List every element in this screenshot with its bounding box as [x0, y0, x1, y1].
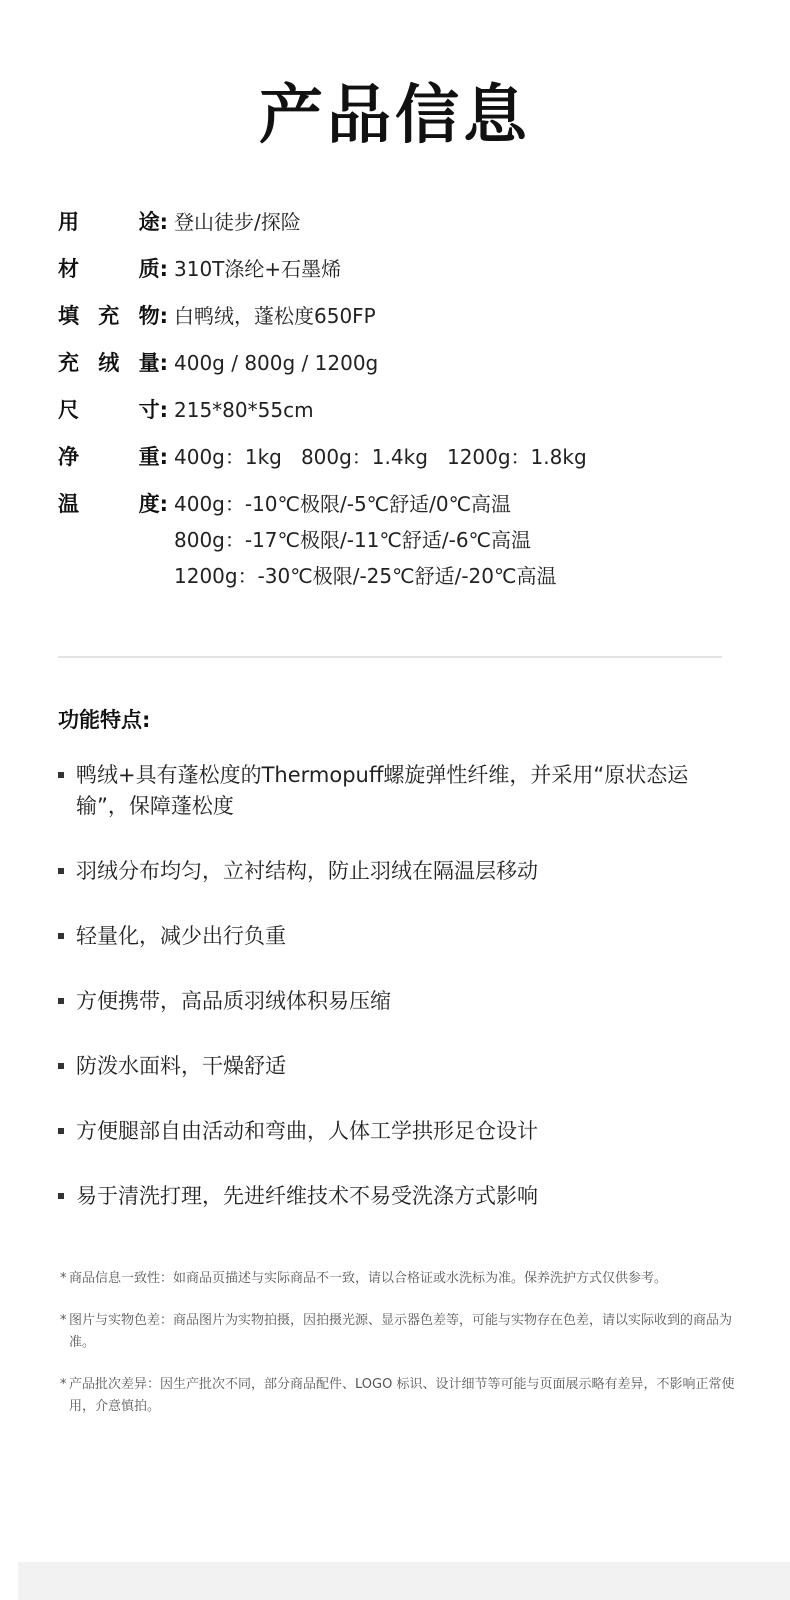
- spec-row-filling: [58, 298, 738, 345]
- spec-row-size: [58, 392, 738, 439]
- square-bullet-icon: [58, 868, 64, 874]
- spec-value: [168, 392, 314, 428]
- spec-value-line: 310T涤纶+石墨烯: [174, 257, 342, 281]
- spec-list: [58, 204, 738, 594]
- square-bullet-icon: [58, 1193, 64, 1199]
- feature-text: 鸭绒+具有蓬松度的Thermopuff螺旋弹性纤维，并采用“原状态运输”，保障蓬松度: [76, 763, 689, 818]
- spec-label-char: 质:: [138, 257, 168, 281]
- spec-label-char: 净: [58, 445, 79, 469]
- list-item: [58, 921, 730, 952]
- spec-label: [58, 486, 168, 522]
- spec-value: [168, 439, 587, 475]
- spec-label: [58, 439, 168, 475]
- spec-label-char: 途:: [138, 210, 168, 234]
- note-text: 商品信息一致性：如商品页描述与实际商品不一致，请以合格证或水洗标为准。保养洗护方式仅供参考。: [69, 1271, 668, 1286]
- asterisk-icon: *: [60, 1271, 67, 1286]
- spec-value: [168, 486, 556, 594]
- feature-list: [58, 760, 730, 1246]
- spec-value-line: 400g：1kg 800g：1.4kg 1200g：1.8kg: [174, 445, 587, 469]
- spec-label-char: 物:: [138, 304, 168, 328]
- bottom-band: [18, 1562, 790, 1600]
- spec-label: [58, 298, 168, 334]
- spec-value: [168, 345, 378, 381]
- spec-label: [58, 204, 168, 240]
- spec-value: [168, 204, 301, 240]
- square-bullet-icon: [58, 1063, 64, 1069]
- feature-text: 羽绒分布均匀，立衬结构，防止羽绒在隔温层移动: [76, 859, 538, 883]
- spec-label-char: 充: [58, 351, 79, 375]
- note-item: [60, 1310, 740, 1354]
- spec-label-char: 重:: [138, 445, 168, 469]
- feature-text: 防泼水面料，干燥舒适: [76, 1054, 286, 1078]
- spec-value-line: 400g / 800g / 1200g: [174, 351, 379, 375]
- notes-section: [60, 1268, 740, 1438]
- list-item: [58, 1181, 730, 1212]
- feature-text: 方便腿部自由活动和弯曲，人体工学拱形足仓设计: [76, 1119, 538, 1143]
- spec-row-fill-weight: [58, 345, 738, 392]
- list-item: [58, 760, 730, 822]
- asterisk-icon: *: [60, 1313, 67, 1328]
- spec-row-usage: [58, 204, 738, 251]
- spec-label-char: 温: [58, 492, 79, 516]
- spec-value-line: 215*80*55cm: [174, 398, 314, 422]
- asterisk-icon: *: [60, 1377, 67, 1392]
- list-item: [58, 986, 730, 1017]
- spec-label-char: 用: [58, 210, 79, 234]
- note-text: 产品批次差异：因生产批次不同，部分商品配件、LOGO 标识、设计细节等可能与页面展示略有差异，不影响正常使用，介意慎拍。: [69, 1377, 735, 1414]
- spec-label-char: 材: [58, 257, 79, 281]
- square-bullet-icon: [58, 998, 64, 1004]
- note-item: [60, 1268, 740, 1290]
- spec-label: [58, 345, 168, 381]
- spec-label: [58, 392, 168, 428]
- spec-value: [168, 298, 376, 334]
- spec-row-material: [58, 251, 738, 298]
- feature-text: 方便携带，高品质羽绒体积易压缩: [76, 989, 391, 1013]
- spec-label-char: 尺: [58, 398, 79, 422]
- section-divider: [58, 656, 722, 658]
- spec-row-temperature: [58, 486, 738, 594]
- feature-text: 轻量化，减少出行负重: [76, 924, 286, 948]
- spec-value-line: 登山徒步/探险: [174, 210, 301, 234]
- spec-label-char: 充: [98, 304, 120, 328]
- square-bullet-icon: [58, 1128, 64, 1134]
- spec-value-line: 1200g：-30℃极限/-25℃舒适/-20℃高温: [174, 564, 557, 588]
- square-bullet-icon: [58, 933, 64, 939]
- features-heading: 功能特点:: [58, 708, 151, 732]
- spec-label-char: 绒: [98, 351, 120, 375]
- spec-value-line: 400g：-10℃极限/-5℃舒适/0℃高温: [174, 492, 512, 516]
- spec-label-char: 量:: [138, 351, 168, 375]
- note-item: [60, 1374, 740, 1418]
- spec-label: [58, 251, 168, 287]
- spec-value-line: 800g：-17℃极限/-11℃舒适/-6℃高温: [174, 528, 532, 552]
- list-item: [58, 856, 730, 887]
- list-item: [58, 1051, 730, 1082]
- spec-label-char: 填: [58, 304, 79, 328]
- note-text: 图片与实物色差：商品图片为实物拍摄，因拍摄光源、显示器色差等，可能与实物存在色差，请以实际收到的商品为准。: [69, 1313, 733, 1350]
- spec-label-char: 寸:: [138, 398, 168, 422]
- page-title: 产品信息: [259, 79, 531, 153]
- square-bullet-icon: [58, 772, 64, 778]
- spec-row-net-weight: [58, 439, 738, 486]
- spec-label-char: 度:: [138, 492, 168, 516]
- spec-value: [168, 251, 341, 287]
- feature-text: 易于清洗打理，先进纤维技术不易受洗涤方式影响: [76, 1184, 538, 1208]
- list-item: [58, 1116, 730, 1147]
- spec-value-line: 白鸭绒，蓬松度650FP: [174, 304, 376, 328]
